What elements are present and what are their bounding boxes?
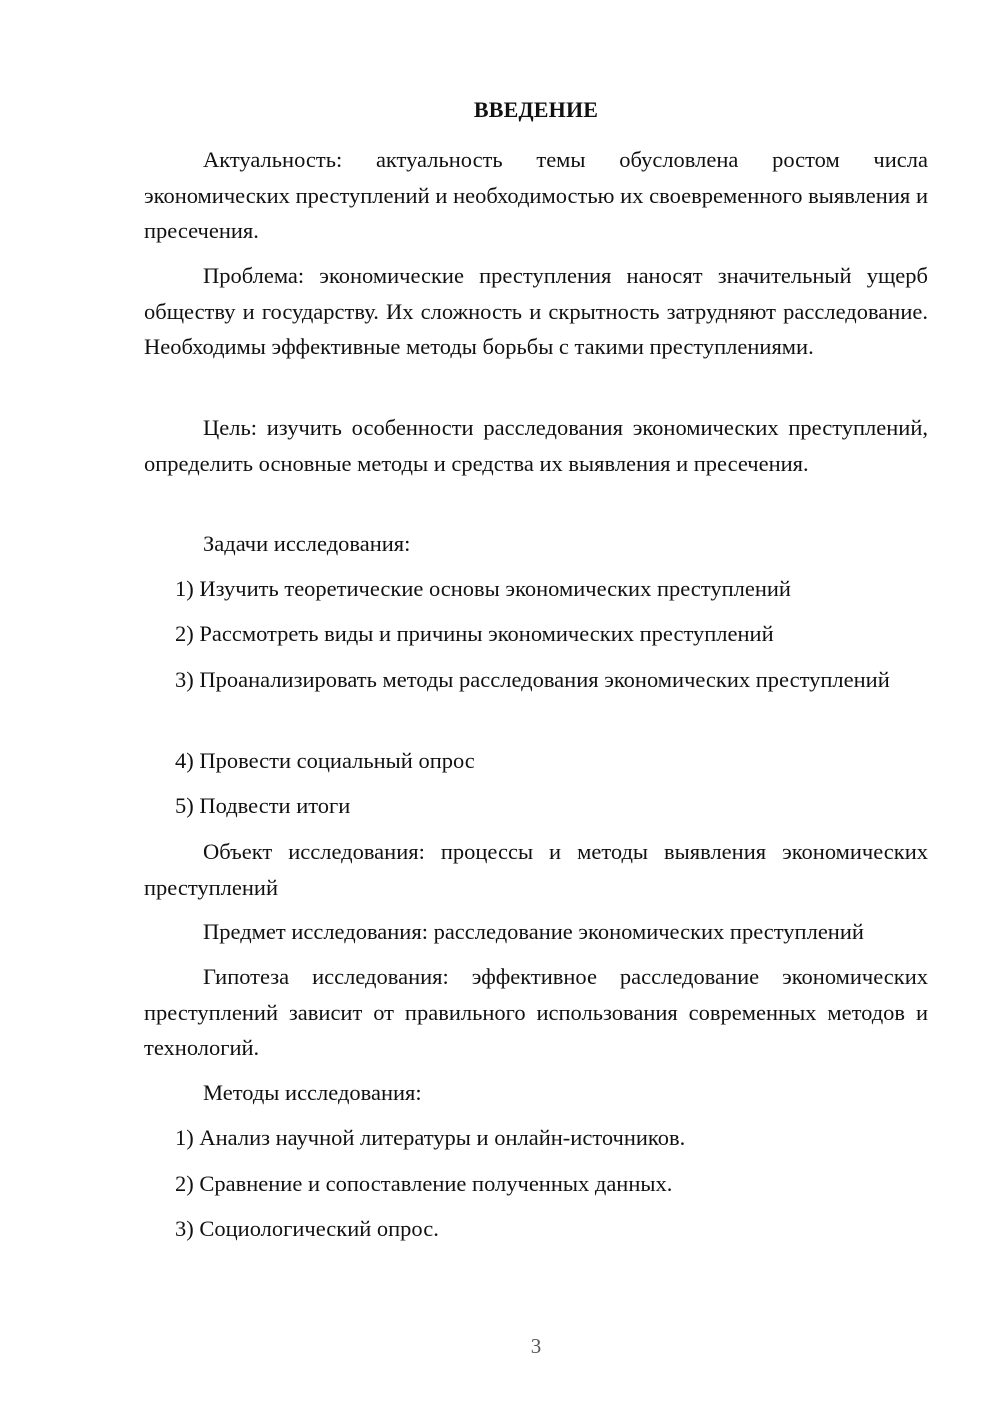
paragraph-hypothesis: Гипотеза исследования: эффективное расследование экономических преступлений зависит от правильного использования современных методов и технологий.: [144, 964, 928, 1060]
paragraph-relevance: Актуальность: актуальность темы обусловлена ростом числа экономических преступлений и необходимостью их своевременного выявления и пресечения.: [144, 147, 928, 243]
paragraph-subject: Предмет исследования: расследование экономических преступлений: [203, 919, 864, 944]
page-number: 3: [530, 1334, 542, 1358]
task-item-2: 2) Рассмотреть виды и причины экономических преступлений: [175, 621, 774, 646]
method-item-1: 1) Анализ научной литературы и онлайн-источников.: [175, 1125, 686, 1150]
task-item-4: 4) Провести социальный опрос: [175, 748, 475, 773]
method-item-3: 3) Социологический опрос.: [175, 1216, 439, 1241]
paragraph-goal: Цель: изучить особенности расследования экономических преступлений, определить основные методы и средства их выявления и пресечения.: [144, 415, 928, 476]
task-item-3: 3) Проанализировать методы расследования экономических преступлений: [175, 667, 890, 692]
methods-label: Методы исследования:: [203, 1080, 422, 1105]
tasks-label: Задачи исследования:: [203, 531, 411, 556]
task-item-5: 5) Подвести итоги: [175, 793, 351, 818]
paragraph-problem: Проблема: экономические преступления наносят значительный ущерб обществу и государству. Их сложность и скрытность затрудняют расследование. Необходимы эффективные методы борьбы с такими преступлениями.: [144, 263, 928, 359]
section-heading: ВВЕДЕНИЕ: [473, 97, 599, 122]
paragraph-object: Объект исследования: процессы и методы выявления экономических преступлений: [144, 839, 928, 900]
task-item-1: 1) Изучить теоретические основы экономических преступлений: [175, 576, 791, 601]
method-item-2: 2) Сравнение и сопоставление полученных данных.: [175, 1171, 673, 1196]
